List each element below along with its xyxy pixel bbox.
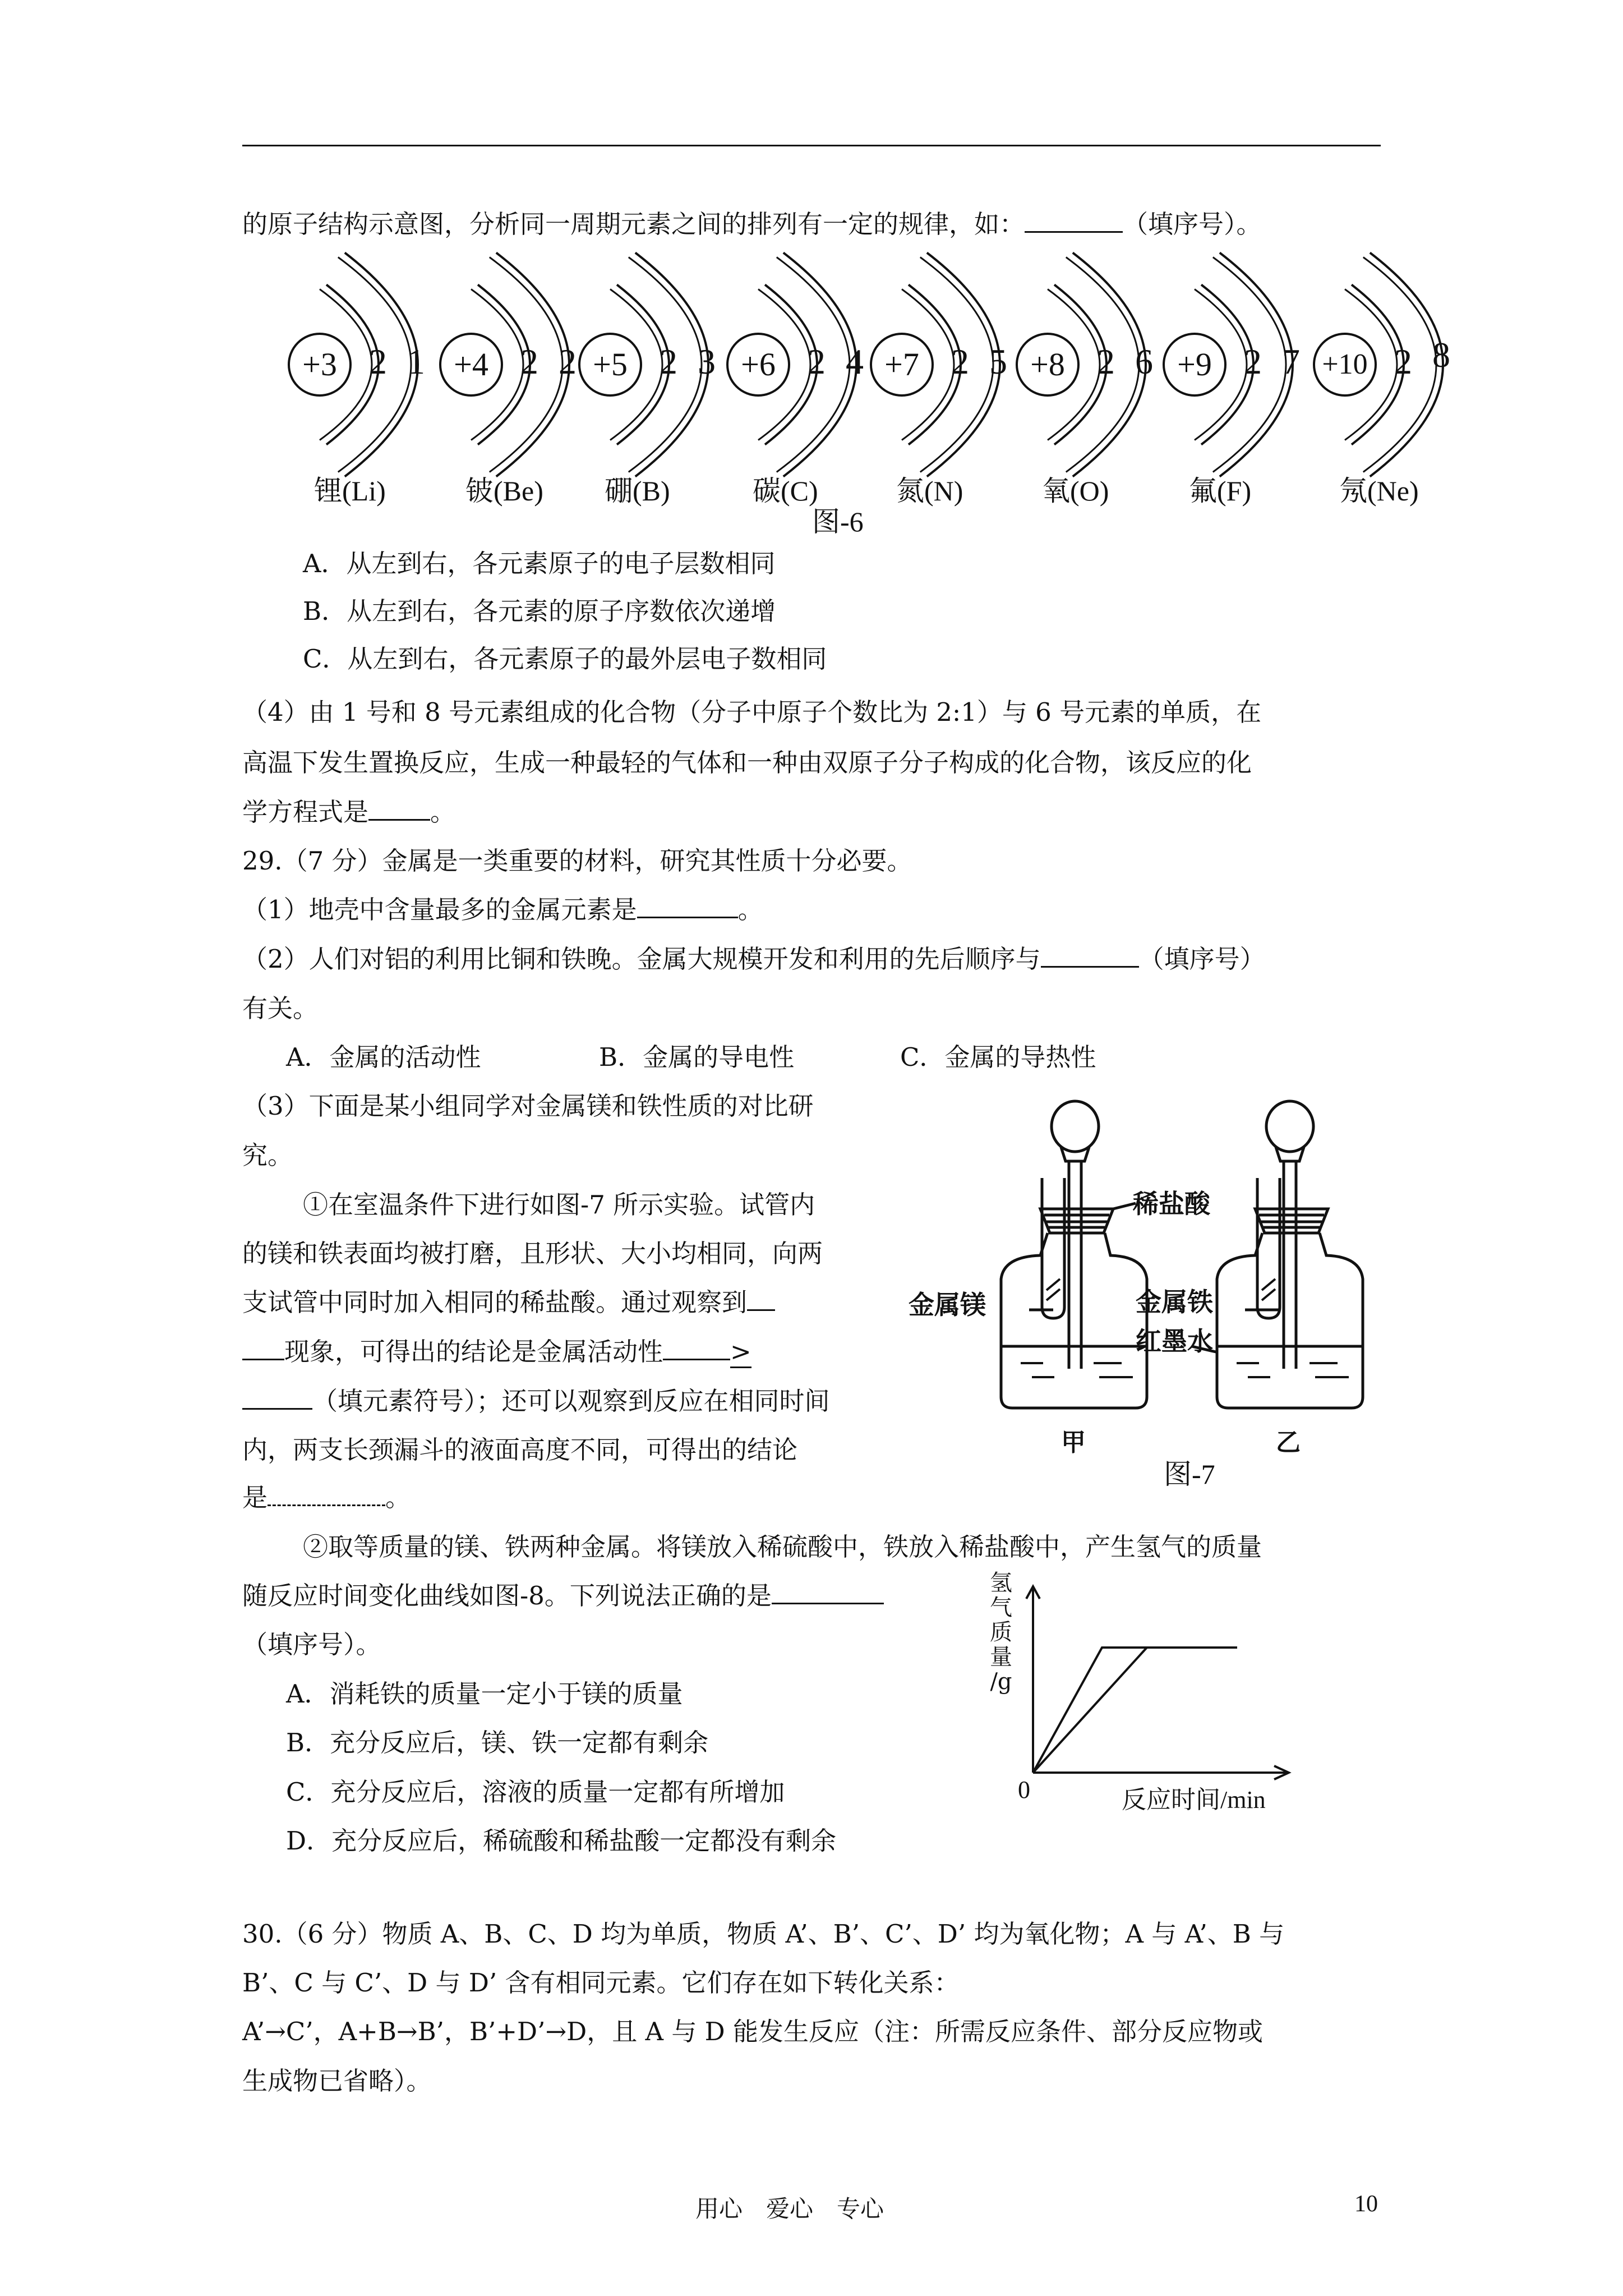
figure-8-graph	[987, 1571, 1324, 1829]
element-name: 碳(C)	[753, 475, 818, 507]
q29-part-2-prefix: （2）人们对铝的利用比铜和铁晚。金属大规模开发和利用的先后顺序与	[242, 944, 1041, 974]
y-label-char: 质	[990, 1619, 1012, 1645]
element-name: 硼(B)	[605, 475, 670, 507]
experiment-2-line-2	[242, 1579, 884, 1613]
answer-blank	[772, 1580, 884, 1604]
nucleus-charge: +5	[593, 346, 628, 383]
experiment-2-line-2-prefix: 随反应时间变化曲线如图-8。下列说法正确的是	[242, 1581, 772, 1611]
experiment-1-line-2: 的镁和铁表面均被打磨，且形状、大小均相同，向两	[242, 1239, 823, 1268]
nucleus-charge: +3	[302, 346, 337, 383]
experiment-2-line-1: ②取等质量的镁、铁两种金属。将镁放入稀硫酸中，铁放入稀盐酸中，产生氢气的质量	[303, 1532, 1262, 1562]
atom-diagram-shapes	[0, 0, 1623, 550]
experiment-1-line-3-prefix: 支试管中同时加入相同的稀盐酸。通过观察到	[242, 1287, 748, 1317]
experiment-1-line-7-prefix: 是	[242, 1483, 268, 1512]
curve-slow	[1033, 1648, 1147, 1773]
experiment-1-line-3	[242, 1286, 775, 1319]
q29-part-2-suffix: （填序号）	[1138, 944, 1265, 974]
intro-text: 的原子结构示意图，分析同一周期元素之间的排列有一定的规律，如：	[242, 209, 1025, 239]
y-label-char: 量	[990, 1644, 1012, 1670]
shell-electron-count: 1	[407, 342, 425, 381]
shell-electron-count: 3	[698, 342, 716, 381]
figure-7-caption: 图-7	[1164, 1458, 1215, 1490]
nucleus-charge: +6	[741, 346, 776, 383]
shell-electron-count: 7	[1282, 342, 1300, 381]
answer-blank	[1041, 944, 1139, 968]
y-label-char: 气	[990, 1595, 1012, 1621]
q30-line-3: A’→C’，A+B→B’，B’+D’→D，且 A 与 D 能发生反应（注：所需反应条件、部分反应物或	[242, 2017, 1264, 2046]
shell-electron-count: 8	[1432, 335, 1450, 375]
experiment-1-line-7-suffix: 。	[385, 1483, 411, 1512]
x-axis-label: 反应时间/min	[1122, 1786, 1266, 1814]
q4-line-2: 高温下发生置换反应，生成一种最轻的气体和一种由双原子分子构成的化合物，该反应的化	[242, 748, 1252, 777]
element-name: 铍(Be)	[465, 475, 543, 507]
option-a: A．从左到右，各元素原子的电子层数相同	[303, 549, 776, 578]
label-iron: 金属铁	[1136, 1287, 1213, 1317]
shell-electron-count: 2	[1097, 342, 1115, 381]
figure-7-apparatus	[909, 1094, 1413, 1487]
q29-part-2-line-2: 有关。	[242, 993, 319, 1023]
y-axis-label	[987, 1571, 1015, 1694]
q29-option-c: C．金属的导热性	[900, 1042, 1096, 1072]
label-magnesium: 金属镁	[909, 1290, 986, 1320]
q4-line-3	[242, 795, 455, 829]
nucleus-charge: +9	[1177, 346, 1212, 383]
shell-electron-count: 2	[369, 342, 387, 381]
experiment-2-option-c: C．充分反应后，溶液的质量一定都有所增加	[286, 1777, 785, 1807]
q30-line-4: 生成物已省略）。	[242, 2066, 432, 2096]
greater-than-sign: >	[730, 1337, 751, 1368]
figure-6-caption: 图-6	[812, 506, 864, 537]
q29-part-3-line-2: 究。	[242, 1140, 293, 1170]
q29-part-1-prefix: （1）地壳中含量最多的金属元素是	[242, 895, 637, 924]
experiment-1-line-4	[242, 1335, 751, 1369]
figure-6-atom-structures	[0, 0, 1623, 550]
q29-part-3-line-1: （3）下面是某小组同学对金属镁和铁性质的对比研	[242, 1091, 814, 1121]
nucleus-charge: +8	[1030, 346, 1065, 383]
answer-blank	[242, 1336, 284, 1360]
q29-title: 29.（7 分）金属是一类重要的材料，研究其性质十分必要。	[242, 846, 912, 876]
nucleus-charge: +4	[454, 346, 488, 383]
shell-electron-count: 5	[989, 342, 1007, 381]
shell-electron-count: 2	[520, 342, 538, 381]
shell-electron-count: 2	[559, 342, 577, 381]
label-jia: 甲	[1061, 1428, 1086, 1457]
intro-suffix: （填序号）。	[1123, 209, 1262, 239]
q29-option-b: B．金属的导电性	[599, 1042, 795, 1072]
experiment-2-option-b: B．充分反应后，镁、铁一定都有剩余	[286, 1728, 709, 1757]
element-name: 氮(N)	[896, 475, 963, 507]
q29-option-a: A．金属的活动性	[286, 1042, 481, 1072]
answer-blank	[747, 1287, 775, 1311]
experiment-1-line-1: ①在室温条件下进行如图-7 所示实验。试管内	[303, 1190, 815, 1220]
element-name: 氖(Ne)	[1339, 475, 1419, 507]
experiment-1-line-5	[242, 1384, 830, 1418]
curve-fast	[1033, 1648, 1237, 1773]
origin-label: 0	[1018, 1776, 1030, 1803]
shell-electron-count: 2	[1394, 342, 1412, 381]
experiment-1-line-5-suffix: （填元素符号）；还可以观察到反应在相同时间	[312, 1386, 830, 1416]
q4-line-3-prefix: 学方程式是	[242, 797, 369, 827]
q30-line-2: B’、C 与 C’、D 与 D’ 含有相同元素。它们存在如下转化关系：	[242, 1968, 960, 1998]
experiment-1-line-7	[242, 1481, 411, 1515]
q4-line-1: （4）由 1 号和 8 号元素组成的化合物（分子中原子个数比为 2:1）与 6 号元素的单质，在	[242, 697, 1262, 727]
shell-electron-count: 2	[808, 342, 826, 381]
label-red-ink: 红墨水	[1136, 1326, 1213, 1356]
nucleus-charge: +10	[1322, 348, 1368, 380]
nucleus-charge: +7	[884, 346, 919, 383]
experiment-2-option-d: D．充分反应后，稀硫酸和稀盐酸一定都没有剩余	[286, 1826, 837, 1856]
label-dilute-hcl: 稀盐酸	[1133, 1189, 1210, 1219]
q29-part-1	[242, 893, 763, 927]
answer-blank	[663, 1336, 730, 1360]
y-unit: /g	[990, 1669, 1012, 1695]
element-name: 氟(F)	[1189, 475, 1252, 507]
label-yi: 乙	[1276, 1428, 1301, 1457]
experiment-1-line-4-prefix: 现象，可得出的结论是金属活动性	[284, 1337, 663, 1366]
answer-blank	[268, 1482, 385, 1506]
shell-electron-count: 2	[951, 342, 969, 381]
footer-motto: 用心 爱心 专心	[695, 2195, 884, 2223]
element-name: 氧(O)	[1042, 475, 1109, 507]
experiment-2-option-a: A．消耗铁的质量一定小于镁的质量	[286, 1679, 683, 1709]
q29-part-2	[242, 942, 1265, 976]
shell-electron-count: 2	[1244, 342, 1262, 381]
experiment-2-line-3: （填序号）。	[242, 1630, 381, 1659]
shell-electron-count: 6	[1135, 342, 1153, 381]
page-number: 10	[1354, 2191, 1378, 2217]
q4-line-3-suffix: 。	[430, 797, 456, 827]
answer-blank	[368, 797, 430, 821]
option-b: B．从左到右，各元素的原子序数依次递增	[303, 596, 776, 626]
element-name: 锂(Li)	[314, 475, 386, 507]
q30-line-1: 30.（6 分）物质 A、B、C、D 均为单质，物质 A’、B’、C’、D’ 均为氧化物；A 与 A’、B 与	[242, 1919, 1285, 1949]
answer-blank	[637, 894, 738, 918]
option-c: C．从左到右，各元素原子的最外层电子数相同	[303, 644, 827, 674]
shell-electron-count: 4	[846, 342, 864, 381]
q29-part-1-suffix: 。	[737, 895, 763, 924]
shell-electron-count: 2	[660, 342, 677, 381]
experiment-1-line-6: 内，两支长颈漏斗的液面高度不同，可得出的结论	[242, 1435, 798, 1465]
answer-blank	[242, 1386, 312, 1410]
y-label-char: 氢	[990, 1570, 1012, 1596]
